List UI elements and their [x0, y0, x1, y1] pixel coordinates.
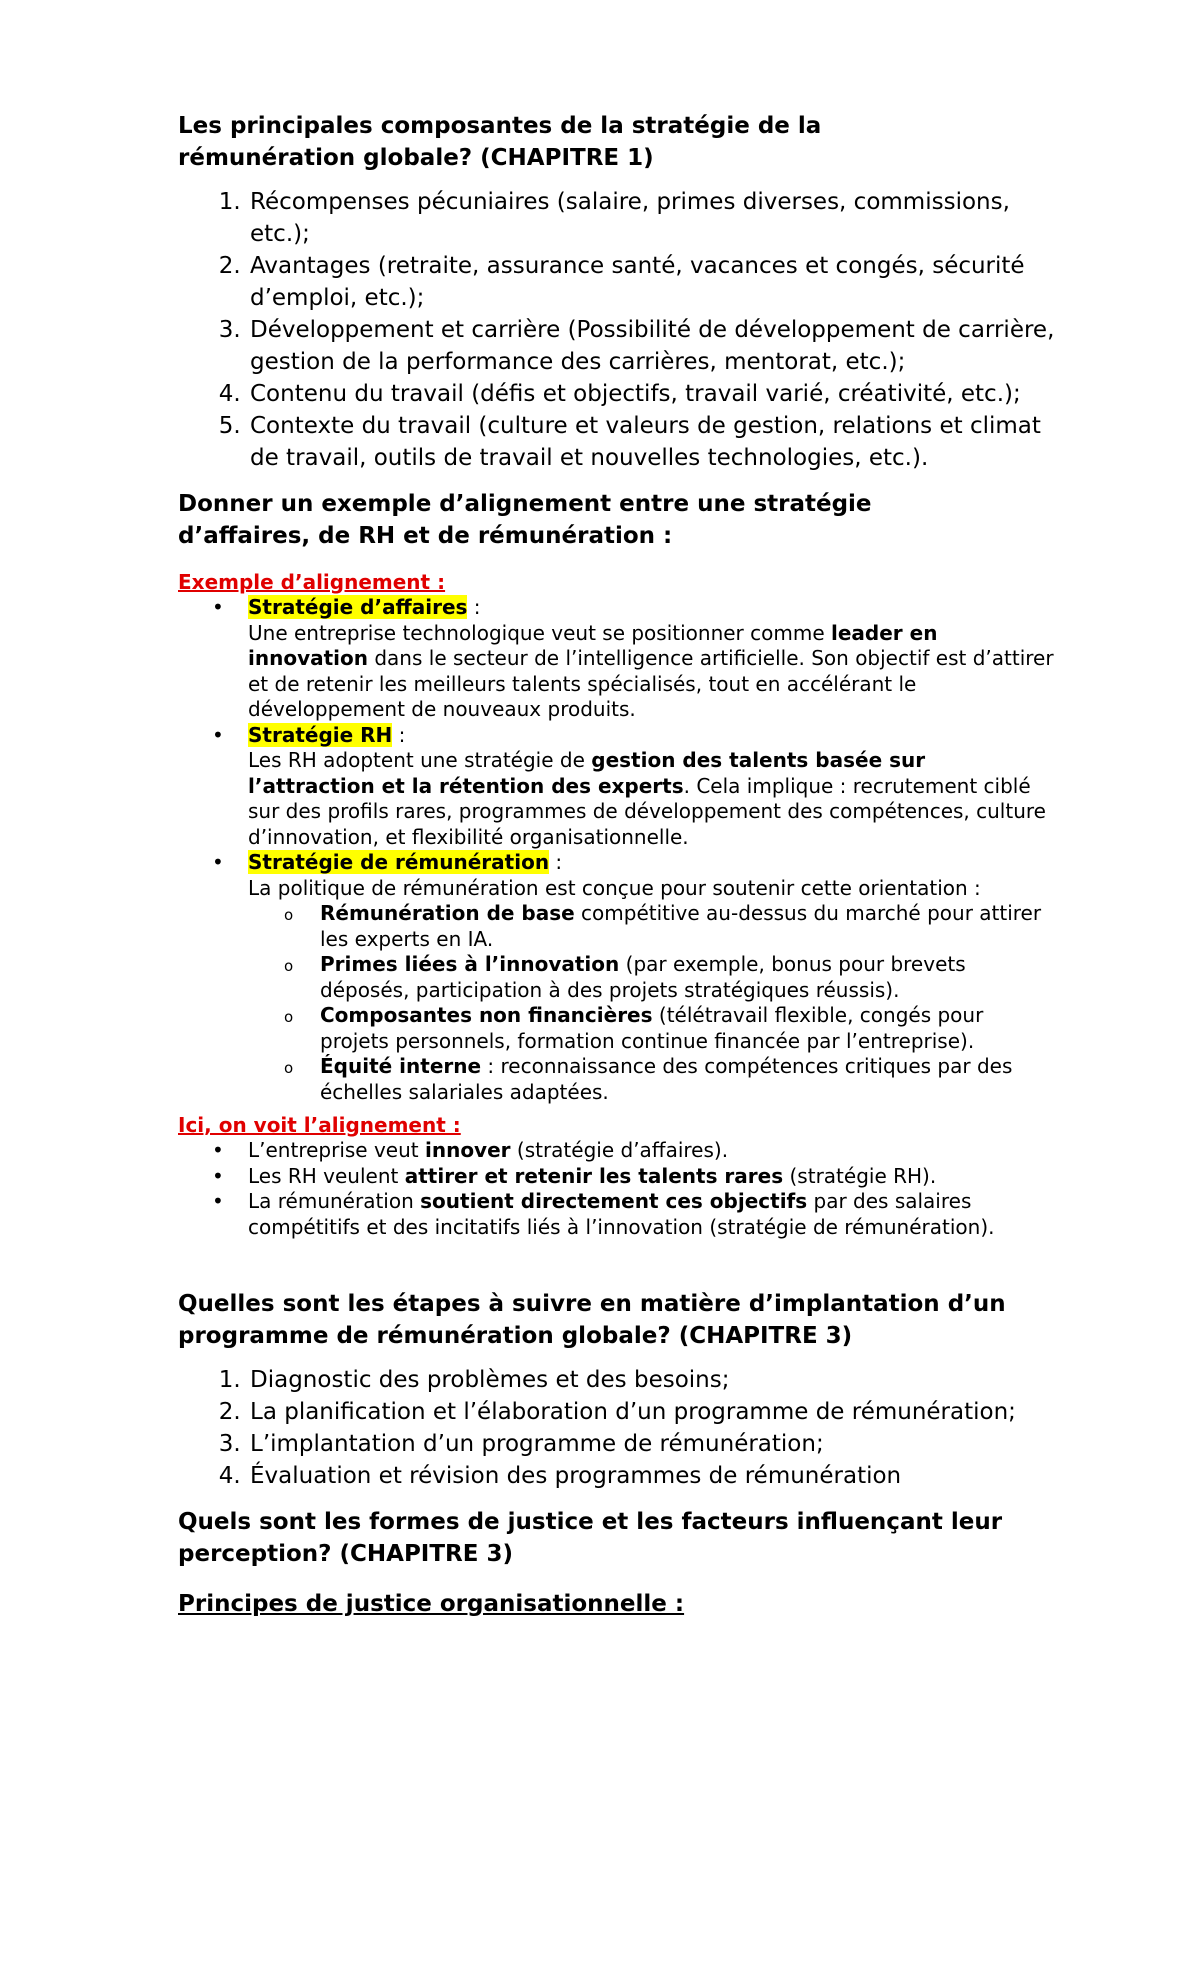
pay-subitem — [320, 1003, 1058, 1054]
alignment-heading: Ici, on voit l’alignement : — [178, 1113, 461, 1137]
alignment-text-end: par des salaires compétitifs et des incitatifs liés à l’innovation (stratégie de rémunération). — [248, 1189, 995, 1239]
hr-strategy-item — [248, 723, 1058, 851]
alignment-bold: innover — [424, 1138, 511, 1162]
pay-strategy-item — [248, 850, 1058, 1105]
alignment-item — [248, 1189, 1058, 1240]
alignment-bold: attirer et retenir les talents rares — [404, 1163, 784, 1188]
label-separator: : — [549, 850, 563, 874]
list-item: 1. Récompenses pécuniaires (salaire, primes diverses, commissions, etc.); — [248, 186, 1058, 250]
business-bold: leader en innovation — [248, 620, 938, 670]
question-1-title-line2: rémunération globale? (CHAPITRE 1) — [178, 145, 654, 171]
steps-list — [178, 1364, 1058, 1492]
list-item: 1. Diagnostic des problèmes et des besoins; — [248, 1364, 1058, 1396]
business-text-end: dans le secteur de l’intelligence artificielle. Son objectif est d’attirer et de retenir les meilleurs talents spécialisés, tout en accélérant le développement de nouveaux produits. — [248, 646, 1054, 721]
hr-strategy-label: Stratégie RH — [248, 722, 393, 747]
question-1-title-line1: Les principales composantes de la stratégie de la — [178, 113, 822, 139]
question-4-title-line1: Quels sont les formes de justice et les facteurs influençant leur — [178, 1509, 1003, 1535]
pay-text: La politique de rémunération est conçue pour soutenir cette orientation : — [248, 875, 981, 900]
hr-bold: gestion des talents basée sur l’attraction et la rétention des experts — [248, 748, 926, 798]
business-text: Une entreprise technologique veut se positionner comme — [248, 620, 831, 645]
pay-subitem — [320, 952, 1058, 1003]
pay-strategy-label: Stratégie de rémunération — [248, 850, 550, 874]
question-3-title-line2: programme de rémunération globale? (CHAPITRE 3) — [178, 1323, 853, 1349]
alignment-text: La rémunération — [248, 1189, 421, 1213]
question-4-title-line2: perception? (CHAPITRE 3) — [178, 1541, 513, 1567]
list-item: 3. L’implantation d’un programme de rémunération; — [248, 1428, 1058, 1460]
list-item: 2. Avantages (retraite, assurance santé, vacances et congés, sécurité d’emploi, etc.); — [248, 250, 1058, 314]
alignment-text-end: (stratégie d’affaires). — [510, 1138, 729, 1162]
question-2-title-line2: d’affaires, de RH et de rémunération : — [178, 523, 673, 549]
list-item: 4. Contenu du travail (défis et objectifs, travail varié, créativité, etc.); — [248, 378, 1058, 410]
list-item: 4. Évaluation et révision des programmes de rémunération — [248, 1460, 1058, 1492]
label-separator: : — [467, 595, 481, 619]
subitem-text: compétitive au-dessus du marché pour attirer les experts en IA. — [320, 901, 1042, 951]
subitem-bold: Primes liées à l’innovation — [320, 952, 620, 976]
alignment-text: Les RH veulent — [248, 1163, 405, 1188]
list-item: 3. Développement et carrière (Possibilité de développement de carrière, gestion de la performance des carrières, mentorat, etc.); — [248, 314, 1058, 378]
subitem-bold: Rémunération de base — [320, 901, 575, 925]
question-4-heading — [178, 1506, 1058, 1570]
subitem-bold: Équité interne — [320, 1054, 482, 1078]
alignment-bold: soutient directement ces objectifs — [420, 1189, 808, 1213]
business-strategy-item — [248, 595, 1058, 723]
pay-sublist — [248, 901, 1058, 1105]
question-1-heading — [178, 110, 1058, 174]
list-item: 2. La planification et l’élaboration d’un programme de rémunération; — [248, 1396, 1058, 1428]
strategy-list — [178, 595, 1058, 1105]
subitem-text: (par exemple, bonus pour brevets déposés, participation à des projets stratégiques réussis). — [320, 952, 966, 1002]
question-2-title-line1: Donner un exemple d’alignement entre une stratégie — [178, 491, 872, 517]
hr-text-end: . Cela implique : recrutement ciblé sur des profils rares, programmes de développement des compétences, culture d’innovation, et flexibilité organisationnelle. — [248, 773, 1046, 849]
alignment-text: L’entreprise veut — [248, 1138, 425, 1162]
subitem-text: (télétravail flexible, congés pour projets personnels, formation continue financée par l’entreprise). — [320, 1003, 984, 1053]
list-item: 5. Contexte du travail (culture et valeurs de gestion, relations et climat de travail, outils de travail et nouvelles technologies, etc.). — [248, 410, 1058, 474]
question-3-title-line1: Quelles sont les étapes à suivre en matière d’implantation d’un — [178, 1291, 1006, 1317]
document-content — [178, 110, 1058, 1620]
question-3-heading — [178, 1288, 1058, 1352]
subitem-text: : reconnaissance des compétences critiques par des échelles salariales adaptées. — [320, 1054, 1013, 1104]
business-strategy-label: Stratégie d’affaires — [248, 595, 468, 619]
example-heading: Exemple d’alignement : — [178, 570, 446, 594]
pay-subitem — [320, 1054, 1058, 1105]
justice-principles-heading: Principes de justice organisationnelle : — [178, 1591, 685, 1617]
hr-text: Les RH adoptent une stratégie de — [248, 748, 592, 772]
subitem-bold: Composantes non financières — [320, 1003, 653, 1027]
components-list — [178, 186, 1058, 474]
question-2-heading — [178, 488, 1058, 552]
label-separator: : — [392, 722, 406, 747]
pay-subitem — [320, 901, 1058, 952]
alignment-text-end: (stratégie RH). — [783, 1163, 937, 1188]
alignment-item — [248, 1138, 1058, 1164]
alignment-item — [248, 1164, 1058, 1190]
alignment-list — [178, 1138, 1058, 1240]
